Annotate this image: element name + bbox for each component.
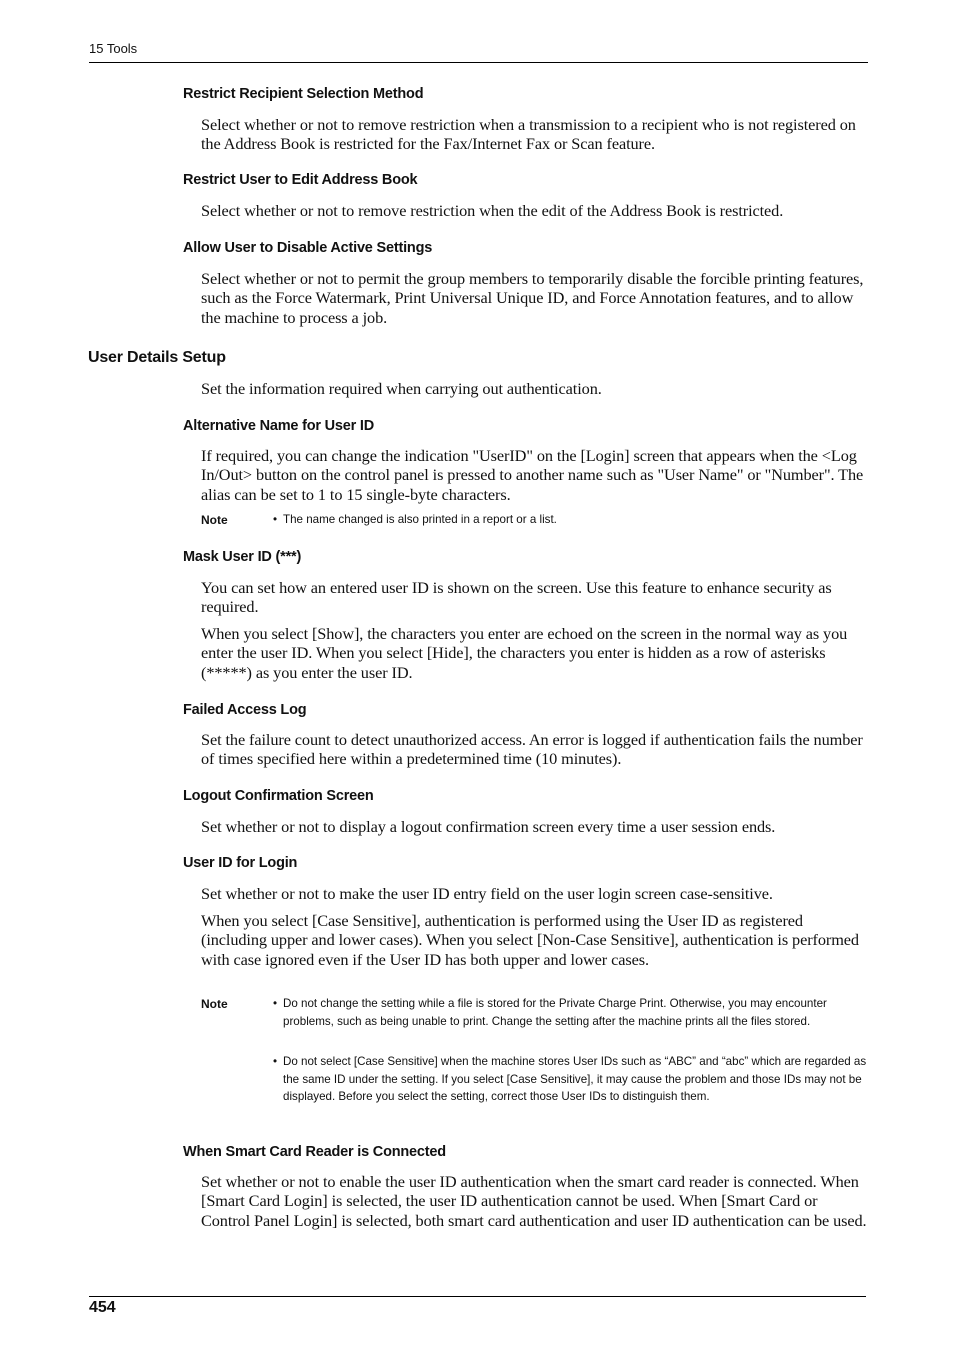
note-item xyxy=(273,1053,869,1106)
heading-user-details-setup: User Details Setup xyxy=(88,349,226,366)
para-failed-access-log: Set the failure count to detect unauthorized access. An error is logged if authentication fails the number of times specified here within a predetermined time (10 minutes). xyxy=(201,730,863,769)
para-allow-disable: Select whether or not to permit the group members to temporarily disable the forcible printing features, such as the Force Watermark, Print Universal Unique ID, and Force Annotation features, and to allow the machine to process a job. xyxy=(201,269,864,327)
para-logout-confirmation: Set whether or not to display a logout confirmation screen every time a user session ends. xyxy=(201,817,776,836)
para-restrict-user-edit: Select whether or not to remove restriction when the edit of the Address Book is restricted. xyxy=(201,201,784,220)
page-number: 454 xyxy=(89,1299,116,1316)
note-item xyxy=(273,995,869,1030)
note-label: Note xyxy=(201,513,228,527)
para-restrict-recipient: Select whether or not to remove restriction when a transmission to a recipient who is not registered on the Address Book is restricted for the Fax/Internet Fax or Scan feature. xyxy=(201,115,856,154)
heading-restrict-recipient: Restrict Recipient Selection Method xyxy=(183,86,424,102)
header-rule xyxy=(89,62,868,63)
bullet-icon: • xyxy=(273,997,278,1010)
bullet-icon: • xyxy=(273,513,278,526)
heading-mask-user-id: Mask User ID (***) xyxy=(183,549,302,565)
heading-user-id-login: User ID for Login xyxy=(183,855,298,871)
note-text: The name changed is also printed in a report or a list. xyxy=(283,513,557,526)
heading-alt-name: Alternative Name for User ID xyxy=(183,418,375,434)
note-item xyxy=(273,511,869,529)
heading-smart-card: When Smart Card Reader is Connected xyxy=(183,1144,446,1160)
note-text: Do not change the setting while a file is stored for the Private Charge Print. Otherwise, you may encounter problems, such as being unable to print. Change the setting after the machine prints all the files stored. xyxy=(283,997,827,1028)
para-alt-name: If required, you can change the indication "UserID" on the [Login] screen that appears when the <Log In/Out> button on the control panel is pressed to another name such as "User Name" or "Number". The alias can be set to 1 to 15 single-byte characters. xyxy=(201,446,864,504)
footer-rule xyxy=(89,1296,866,1297)
heading-allow-disable: Allow User to Disable Active Settings xyxy=(183,240,433,256)
heading-logout-confirmation: Logout Confirmation Screen xyxy=(183,788,374,804)
para-smart-card: Set whether or not to enable the user ID authentication when the smart card reader is connected. When [Smart Card Login] is selected, the user ID authentication cannot be used. When [Smart Card or Control Panel Login] is selected, both smart card authentication and user ID authentication can be used. xyxy=(201,1172,867,1230)
para-mask-user-id-2: When you select [Show], the characters you enter are echoed on the screen in the normal way as you enter the user ID. When you select [Hide], the characters you enter is hidden as a row of asterisks (*****) as you enter the user ID. xyxy=(201,624,848,682)
bullet-icon: • xyxy=(273,1055,278,1068)
note-text: Do not select [Case Sensitive] when the machine stores User IDs such as “ABC” and “abc” which are regarded as the same ID under the setting. If you select [Case Sensitive], it may cause the problem and those IDs may not be displayed. Before you select the setting, correct those User IDs to distinguish them. xyxy=(283,1055,867,1103)
para-user-details-setup: Set the information required when carrying out authentication. xyxy=(201,379,602,398)
para-user-id-login-1: Set whether or not to make the user ID entry field on the user login screen case-sensitive. xyxy=(201,884,773,903)
para-user-id-login-2: When you select [Case Sensitive], authentication is performed using the User ID as registered (including upper and lower cases). When you select [Non-Case Sensitive], authentication is performed with case ignored even if the User ID has both upper and lower cases. xyxy=(201,911,859,969)
heading-failed-access-log: Failed Access Log xyxy=(183,702,307,718)
heading-restrict-user-edit: Restrict User to Edit Address Book xyxy=(183,172,418,188)
note-label: Note xyxy=(201,997,228,1011)
running-header: 15 Tools xyxy=(89,41,138,56)
para-mask-user-id-1: You can set how an entered user ID is shown on the screen. Use this feature to enhance security as required. xyxy=(201,578,832,617)
